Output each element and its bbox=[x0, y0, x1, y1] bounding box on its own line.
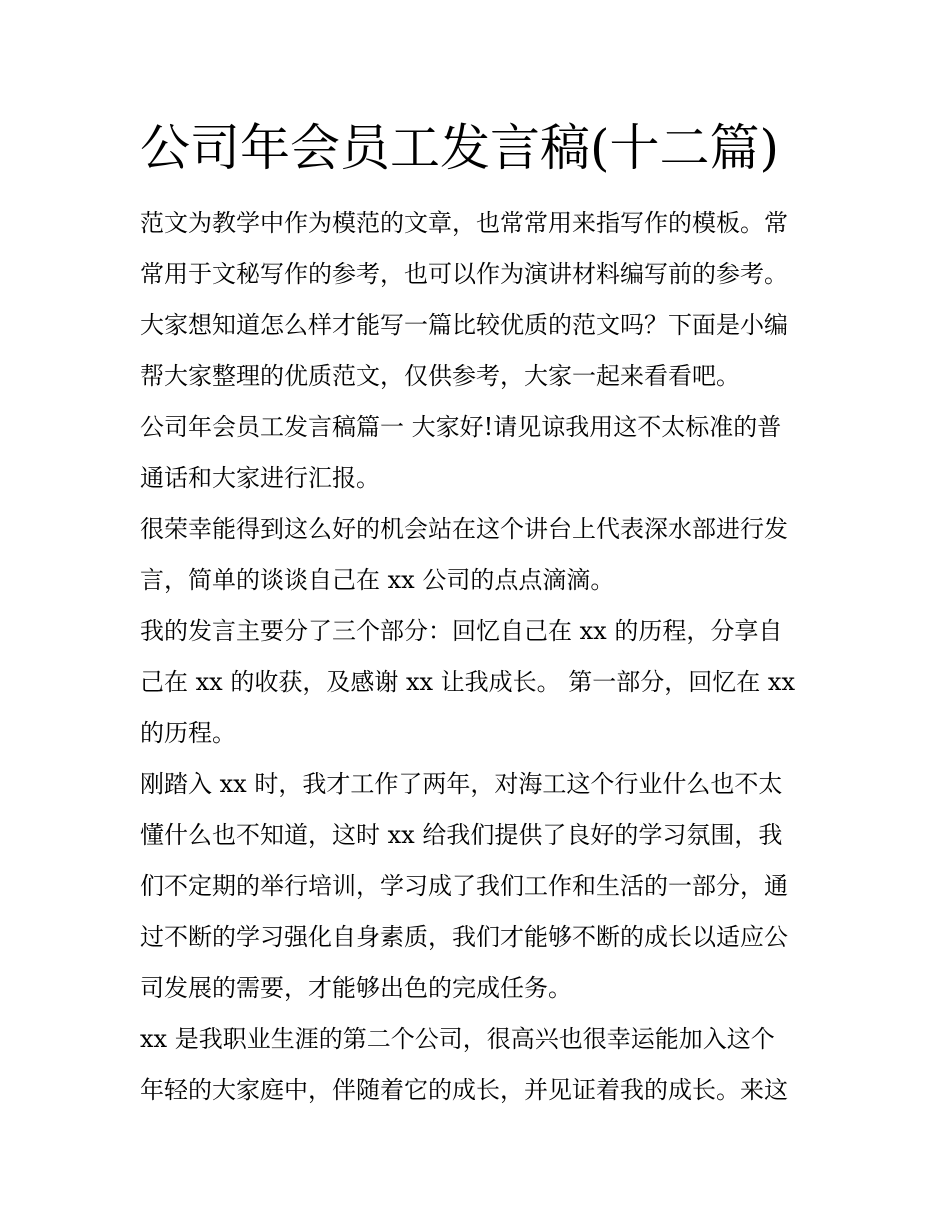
body-line: 年轻的大家庭中，伴随着它的成长，并见证着我的成长。来这 bbox=[140, 1076, 788, 1104]
document-body bbox=[140, 198, 830, 1116]
body-line: 司发展的需要，才能够出色的完成任务。 bbox=[140, 974, 572, 1002]
body-line: 范文为教学中作为模范的文章，也常常用来指写作的模板。常 bbox=[140, 209, 788, 237]
body-line: 帮大家整理的优质范文，仅供参考，大家一起来看看吧。 bbox=[140, 362, 740, 390]
body-line: 刚踏入 xx 时，我才工作了两年，对海工这个行业什么也不太 bbox=[140, 770, 783, 798]
body-line: 言，简单的谈谈自己在 xx 公司的点点滴滴。 bbox=[140, 566, 615, 594]
body-line: 我的发言主要分了三个部分：回忆自己在 xx 的历程，分享自 bbox=[140, 617, 783, 645]
body-line: 常用于文秘写作的参考，也可以作为演讲材料编写前的参考。 bbox=[140, 260, 788, 288]
body-line: 通话和大家进行汇报。 bbox=[140, 464, 380, 492]
body-line: 公司年会员工发言稿篇一 大家好!请见谅我用这不太标准的普 bbox=[140, 413, 782, 441]
body-line: 们不定期的举行培训，学习成了我们工作和生活的一部分，通 bbox=[140, 872, 788, 900]
document-title: 公司年会员工发言稿(十二篇) bbox=[140, 119, 780, 177]
body-line: 过不断的学习强化自身素质，我们才能够不断的成长以适应公 bbox=[140, 923, 788, 951]
body-line: xx 是我职业生涯的第二个公司，很高兴也很幸运能加入这个 bbox=[140, 1025, 775, 1053]
body-line: 的历程。 bbox=[140, 719, 236, 747]
body-line: 很荣幸能得到这么好的机会站在这个讲台上代表深水部进行发 bbox=[140, 515, 788, 543]
body-line: 懂什么也不知道，这时 xx 给我们提供了良好的学习氛围，我 bbox=[140, 821, 783, 849]
body-line: 大家想知道怎么样才能写一篇比较优质的范文吗？下面是小编 bbox=[140, 311, 788, 339]
body-line: 己在 xx 的收获，及感谢 xx 让我成长。 第一部分，回忆在 xx bbox=[140, 668, 795, 696]
